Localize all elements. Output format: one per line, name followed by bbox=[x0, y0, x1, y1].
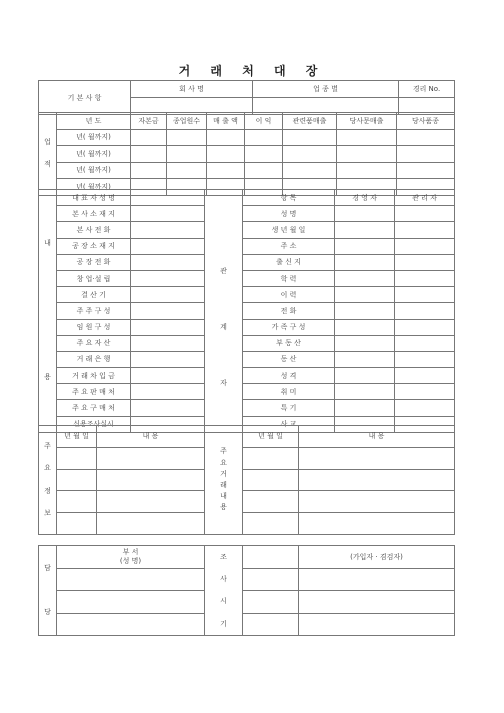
data-cell[interactable] bbox=[395, 384, 455, 400]
data-cell[interactable] bbox=[299, 568, 455, 591]
data-cell[interactable] bbox=[283, 146, 337, 163]
table-row bbox=[39, 469, 455, 491]
content-item-label: 본 사 전 화 bbox=[57, 222, 131, 238]
person-attr-label: 부 동 산 bbox=[243, 335, 335, 351]
year-header: 년 도 bbox=[57, 113, 131, 130]
data-cell[interactable] bbox=[131, 206, 205, 222]
data-cell[interactable] bbox=[335, 319, 395, 335]
employees-header: 종업원수 bbox=[167, 113, 207, 130]
table-row bbox=[39, 568, 455, 591]
data-cell[interactable] bbox=[395, 368, 455, 384]
profit-header: 이 익 bbox=[245, 113, 283, 130]
data-cell[interactable] bbox=[131, 238, 205, 254]
basic-info-table bbox=[38, 80, 455, 115]
person-attr-label: 생 년 월 일 bbox=[243, 222, 335, 238]
data-cell[interactable] bbox=[395, 303, 455, 319]
table-row bbox=[39, 190, 455, 206]
content-item-label: 주 요 자 산 bbox=[57, 335, 131, 351]
company-name-header: 회 사 명 bbox=[131, 81, 253, 98]
person-attr-label: 가 족 구 성 bbox=[243, 319, 335, 335]
content-item-label: 주 주 구 성 bbox=[57, 303, 131, 319]
data-cell[interactable] bbox=[395, 287, 455, 303]
major-info-table bbox=[38, 425, 455, 535]
subscriber-header: (가입자 · 겸검자) bbox=[299, 546, 455, 569]
table-row bbox=[39, 335, 455, 351]
table-row bbox=[39, 368, 455, 384]
info-content-header: 내 용 bbox=[97, 426, 205, 448]
data-cell[interactable] bbox=[167, 146, 207, 163]
data-cell[interactable] bbox=[335, 335, 395, 351]
data-cell[interactable] bbox=[335, 254, 395, 270]
data-cell[interactable] bbox=[243, 568, 299, 591]
data-cell[interactable] bbox=[207, 146, 245, 163]
table-row bbox=[39, 254, 455, 270]
person-attr-label: 사 교 bbox=[243, 416, 335, 432]
data-cell[interactable] bbox=[57, 568, 205, 591]
data-cell[interactable] bbox=[131, 351, 205, 367]
table-row bbox=[39, 319, 455, 335]
data-cell[interactable] bbox=[57, 447, 97, 469]
data-cell[interactable] bbox=[57, 513, 97, 535]
dept-label: 부 서 bbox=[122, 548, 139, 557]
page-title: 거 래 처 대 장 bbox=[178, 64, 326, 78]
table-row bbox=[39, 447, 455, 469]
data-cell[interactable] bbox=[131, 303, 205, 319]
content-item-label: 거 래 차 입 금 bbox=[57, 368, 131, 384]
table-row bbox=[39, 206, 455, 222]
content-label: 내 용 bbox=[39, 190, 57, 433]
person-attr-label: 동 산 bbox=[243, 351, 335, 367]
table-row bbox=[39, 287, 455, 303]
data-cell[interactable] bbox=[243, 591, 299, 614]
related-sales-header: 관련품매출 bbox=[283, 113, 337, 130]
sales-header: 매 출 액 bbox=[207, 113, 245, 130]
table-row bbox=[39, 400, 455, 416]
data-cell[interactable] bbox=[397, 146, 455, 163]
major-info-label: 주 요 정 보 bbox=[39, 426, 57, 535]
data-cell[interactable] bbox=[167, 162, 207, 179]
data-cell[interactable] bbox=[207, 129, 245, 146]
data-cell[interactable] bbox=[283, 162, 337, 179]
person-attr-label: 주 소 bbox=[243, 238, 335, 254]
data-cell[interactable] bbox=[395, 400, 455, 416]
content-item-label: 거 래 은 행 bbox=[57, 351, 131, 367]
manager-header: 관 리 자 bbox=[395, 190, 455, 206]
data-cell[interactable] bbox=[299, 491, 455, 513]
content-item-label: 공 장 전 화 bbox=[57, 254, 131, 270]
data-cell[interactable] bbox=[131, 400, 205, 416]
data-cell[interactable] bbox=[395, 319, 455, 335]
data-cell[interactable] bbox=[167, 129, 207, 146]
data-cell[interactable] bbox=[97, 469, 205, 491]
year-cell: 년( 월까지) bbox=[57, 129, 131, 146]
data-cell[interactable] bbox=[395, 238, 455, 254]
data-cell[interactable] bbox=[131, 287, 205, 303]
data-cell[interactable] bbox=[131, 129, 167, 146]
data-cell[interactable] bbox=[131, 368, 205, 384]
data-cell[interactable] bbox=[131, 190, 205, 206]
data-cell[interactable] bbox=[299, 447, 455, 469]
data-cell[interactable] bbox=[243, 491, 299, 513]
data-cell[interactable] bbox=[337, 129, 397, 146]
table-row bbox=[39, 222, 455, 238]
data-cell[interactable] bbox=[131, 319, 205, 335]
content-item-label: 신용조사실시 bbox=[57, 416, 131, 432]
data-cell[interactable] bbox=[299, 469, 455, 491]
data-cell[interactable] bbox=[243, 613, 299, 636]
major-trade-label: 주 요 거 래 내 용 bbox=[205, 426, 243, 535]
data-cell[interactable] bbox=[395, 335, 455, 351]
data-cell[interactable] bbox=[131, 270, 205, 286]
data-cell[interactable] bbox=[335, 287, 395, 303]
dept-name-sub: (성 명) bbox=[119, 556, 142, 565]
data-cell[interactable] bbox=[299, 513, 455, 535]
table-row bbox=[39, 513, 455, 535]
content-item-label: 창 업·설 립 bbox=[57, 270, 131, 286]
data-cell[interactable] bbox=[335, 238, 395, 254]
data-cell[interactable] bbox=[245, 162, 283, 179]
manager-label: 담 당 bbox=[39, 546, 57, 636]
basic-info-label: 기 본 사 항 bbox=[39, 81, 131, 115]
year-cell: 년( 월까지) bbox=[57, 146, 131, 163]
data-cell[interactable] bbox=[395, 351, 455, 367]
data-cell[interactable] bbox=[397, 162, 455, 179]
info-date-header: 년 월 일 bbox=[57, 426, 97, 448]
data-cell[interactable] bbox=[299, 591, 455, 614]
person-attr-label: 전 화 bbox=[243, 303, 335, 319]
data-cell[interactable] bbox=[97, 447, 205, 469]
content-item-label: 임 원 구 성 bbox=[57, 319, 131, 335]
data-cell[interactable] bbox=[335, 368, 395, 384]
accounting-no-header: 경리 No. bbox=[399, 81, 455, 98]
data-cell[interactable] bbox=[243, 469, 299, 491]
table-row bbox=[39, 384, 455, 400]
data-cell[interactable] bbox=[283, 129, 337, 146]
data-cell[interactable] bbox=[131, 335, 205, 351]
table-row bbox=[39, 303, 455, 319]
data-cell[interactable] bbox=[57, 613, 205, 636]
content-item-label: 결 산 기 bbox=[57, 287, 131, 303]
data-cell[interactable] bbox=[337, 146, 397, 163]
data-cell[interactable] bbox=[57, 591, 205, 614]
table-row bbox=[39, 162, 455, 179]
person-attr-label: 특 기 bbox=[243, 400, 335, 416]
our-sales-header: 당사문매출 bbox=[337, 113, 397, 130]
data-cell[interactable] bbox=[131, 146, 167, 163]
data-cell[interactable] bbox=[57, 469, 97, 491]
data-cell[interactable] bbox=[131, 162, 167, 179]
person-attr-label: 성 명 bbox=[243, 206, 335, 222]
trade-content-header: 내 용 bbox=[299, 426, 455, 448]
data-cell[interactable] bbox=[337, 162, 397, 179]
data-cell[interactable] bbox=[395, 270, 455, 286]
person-attr-label: 성 격 bbox=[243, 368, 335, 384]
person-attr-label: 항 목 bbox=[243, 190, 335, 206]
table-row bbox=[39, 491, 455, 513]
content-item-label: 본 사 소 재 지 bbox=[57, 206, 131, 222]
table-row bbox=[39, 613, 455, 636]
data-cell[interactable] bbox=[335, 400, 395, 416]
table-row bbox=[39, 238, 455, 254]
our-products-header: 당사품종 bbox=[397, 113, 455, 130]
table-row bbox=[39, 146, 455, 163]
data-cell[interactable] bbox=[97, 491, 205, 513]
table-row bbox=[39, 591, 455, 614]
data-cell[interactable] bbox=[243, 447, 299, 469]
data-cell[interactable] bbox=[395, 254, 455, 270]
data-cell[interactable] bbox=[335, 384, 395, 400]
data-cell[interactable] bbox=[335, 303, 395, 319]
data-cell[interactable] bbox=[335, 351, 395, 367]
data-cell[interactable] bbox=[245, 129, 283, 146]
performance-table bbox=[38, 112, 455, 196]
content-item-label: 대 표 자 성 명 bbox=[57, 190, 131, 206]
data-cell[interactable] bbox=[245, 146, 283, 163]
data-cell[interactable] bbox=[97, 513, 205, 535]
data-cell[interactable] bbox=[243, 513, 299, 535]
data-cell[interactable] bbox=[397, 129, 455, 146]
survey-blank[interactable] bbox=[243, 546, 299, 569]
person-attr-label: 이 력 bbox=[243, 287, 335, 303]
person-attr-label: 출 신 지 bbox=[243, 254, 335, 270]
data-cell[interactable] bbox=[299, 613, 455, 636]
content-item-label: 주 요 판 매 처 bbox=[57, 384, 131, 400]
content-table bbox=[38, 189, 455, 433]
capital-header: 자본금 bbox=[131, 113, 167, 130]
survey-period-label: 조 사 시 기 bbox=[205, 546, 243, 636]
data-cell[interactable] bbox=[207, 162, 245, 179]
data-cell[interactable] bbox=[395, 222, 455, 238]
ceo-header: 경 영 자 bbox=[335, 190, 395, 206]
table-row bbox=[39, 351, 455, 367]
dept-header bbox=[57, 546, 205, 569]
year-cell: 년( 월까지) bbox=[57, 179, 131, 196]
manager-table bbox=[38, 545, 455, 636]
table-row bbox=[39, 129, 455, 146]
trade-date-header: 년 월 일 bbox=[243, 426, 299, 448]
industry-header: 업 종 별 bbox=[253, 81, 399, 98]
data-cell[interactable] bbox=[131, 222, 205, 238]
year-cell: 년( 월까지) bbox=[57, 162, 131, 179]
performance-label: 업 적 bbox=[39, 113, 57, 196]
person-attr-label: 취 미 bbox=[243, 384, 335, 400]
data-cell[interactable] bbox=[335, 270, 395, 286]
data-cell[interactable] bbox=[335, 206, 395, 222]
person-attr-label: 학 력 bbox=[243, 270, 335, 286]
content-item-label: 주 요 구 매 처 bbox=[57, 400, 131, 416]
data-cell[interactable] bbox=[131, 254, 205, 270]
content-item-label: 공 장 소 재 지 bbox=[57, 238, 131, 254]
data-cell[interactable] bbox=[395, 206, 455, 222]
data-cell[interactable] bbox=[335, 222, 395, 238]
table-row bbox=[39, 270, 455, 286]
related-persons-label: 관 계 자 bbox=[205, 190, 243, 433]
data-cell[interactable] bbox=[131, 384, 205, 400]
data-cell[interactable] bbox=[57, 491, 97, 513]
